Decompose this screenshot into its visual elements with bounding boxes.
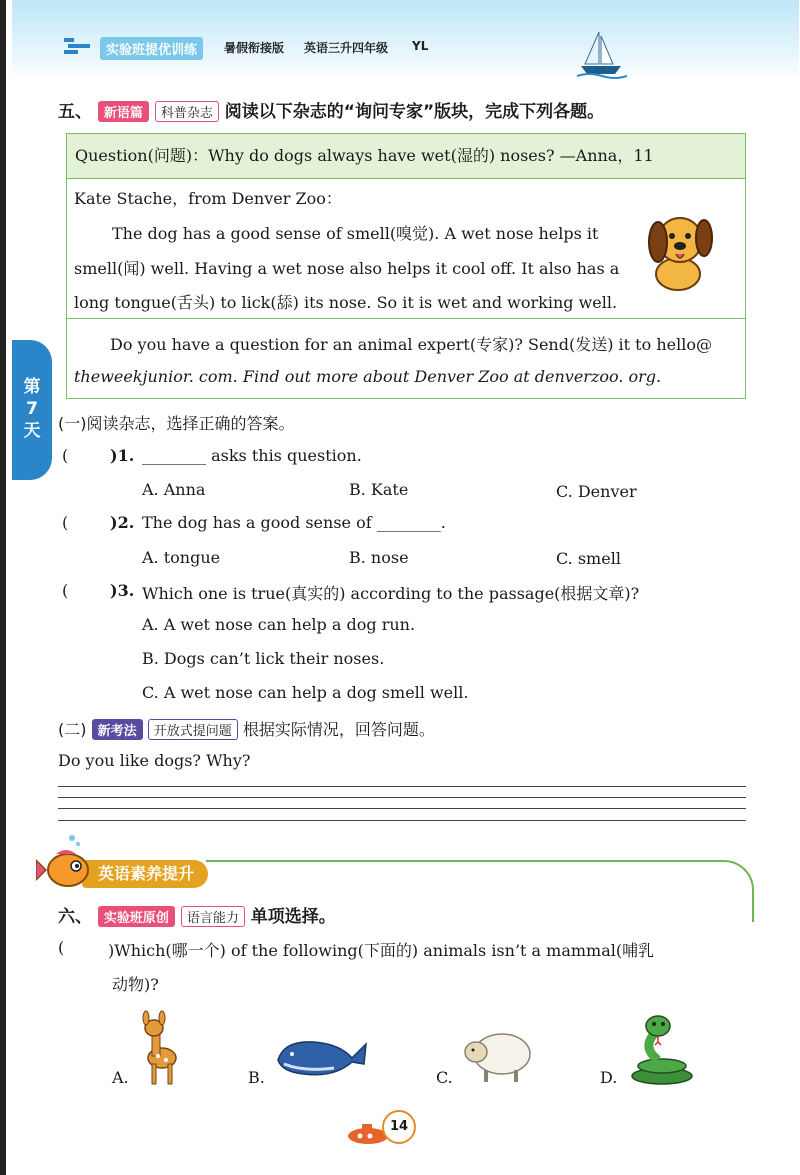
option-c[interactable]: C. Denver	[556, 482, 637, 501]
logo-icon	[64, 36, 94, 54]
answer-line[interactable]	[58, 808, 746, 809]
answer-paren[interactable]: (	[62, 581, 69, 600]
page-header	[12, 0, 799, 80]
part2-heading	[58, 717, 435, 740]
passage-line: smell(闻) well. Having a wet nose also helps it cool off. It also has a	[74, 259, 620, 278]
open-question: Do you like dogs? Why?	[58, 751, 251, 770]
passage-divider	[67, 318, 745, 319]
answer-line[interactable]	[58, 786, 746, 787]
option-a[interactable]: A. A wet nose can help a dog run.	[142, 615, 416, 634]
passage-question: Question(问题)：Why do dogs always have wet(湿的) noses? —Anna，11	[67, 134, 745, 179]
option-c[interactable]: C. A wet nose can help a dog smell well.	[142, 683, 469, 702]
tag-new-passage: 新语篇	[98, 101, 149, 122]
page-number: 14	[382, 1110, 416, 1144]
dog-icon	[642, 208, 714, 294]
passage-line: The dog has a good sense of smell(嗅觉). A wet nose helps it	[112, 224, 599, 243]
question-stem: ________ asks this question.	[142, 446, 362, 465]
option-a[interactable]: A. Anna	[142, 480, 206, 499]
answer-line[interactable]	[58, 820, 746, 821]
part2-prefix: (二)	[58, 720, 87, 739]
tag-science-magazine: 科普杂志	[155, 101, 219, 122]
option-c[interactable]: C.	[436, 1068, 453, 1087]
sailboat-icon	[577, 30, 627, 80]
part1-title: (一)阅读杂志，选择正确的答案。	[58, 414, 295, 433]
section-number: 五、	[58, 102, 92, 122]
day-tab-char: 第	[23, 377, 41, 397]
tag-open-question: 开放式提问题	[148, 719, 238, 740]
question-number: )1.	[110, 446, 135, 465]
option-b[interactable]: B. nose	[349, 548, 409, 567]
option-c[interactable]: C. smell	[556, 549, 621, 568]
section6-title: 单项选择。	[250, 907, 336, 927]
tag-new-method: 新考法	[92, 719, 143, 740]
whale-icon[interactable]	[274, 1034, 370, 1082]
series-badge: 实验班提优训练	[100, 37, 203, 60]
day-tab-char: 天	[23, 421, 41, 441]
deer-icon[interactable]	[138, 1008, 184, 1086]
passage-line: theweekjunior. com. Find out more about Denver Zoo at denverzoo. org.	[74, 367, 662, 386]
day-tab	[12, 340, 52, 480]
option-a[interactable]: A. tongue	[142, 548, 221, 567]
day-tab-char: 7	[26, 399, 38, 419]
tag-original: 实验班原创	[98, 906, 175, 927]
section5-title: 阅读以下杂志的“询问专家”版块，完成下列各题。	[224, 102, 605, 122]
question-number: )3.	[110, 581, 135, 600]
passage-line: long tongue(舌头) to lick(舔) its nose. So it is wet and working well.	[74, 293, 618, 312]
option-b[interactable]: B. Dogs can’t lick their noses.	[142, 649, 385, 668]
publisher-label: YL	[412, 39, 429, 53]
part2-title: 根据实际情况，回答问题。	[242, 720, 435, 739]
answer-line[interactable]	[58, 797, 746, 798]
passage-answerer: Kate Stache，from Denver Zoo：	[74, 189, 342, 208]
section-number: 六、	[58, 907, 92, 927]
option-b[interactable]: B. Kate	[349, 480, 409, 499]
option-d[interactable]: D.	[600, 1068, 618, 1087]
answer-paren[interactable]: (	[58, 938, 65, 957]
skills-banner: 英语素养提升	[82, 860, 208, 888]
option-b[interactable]: B.	[248, 1068, 265, 1087]
snake-icon[interactable]	[628, 1012, 696, 1086]
question-stem: 动物)?	[112, 975, 159, 994]
question-stem: Which one is true(真实的) according to the passage(根据文章)?	[142, 584, 640, 603]
section6-heading	[58, 902, 336, 927]
option-a[interactable]: A.	[112, 1068, 129, 1087]
question-stem: The dog has a good sense of ________.	[142, 513, 446, 532]
edition-label: 暑假衔接版	[224, 41, 285, 55]
section5-heading	[58, 97, 604, 122]
fish-mascot-icon	[36, 832, 92, 890]
grade-label: 英语三升四年级	[304, 41, 389, 55]
question-number: )2.	[110, 513, 135, 532]
answer-paren[interactable]: (	[62, 446, 69, 465]
answer-paren[interactable]: (	[62, 513, 69, 532]
tag-language-ability: 语言能力	[181, 906, 245, 927]
question-stem: )Which(哪一个) of the following(下面的) animals isn’t a mammal(哺乳	[108, 941, 655, 960]
passage-line: Do you have a question for an animal expert(专家)? Send(发送) it to hello@	[110, 335, 712, 354]
sheep-icon[interactable]	[462, 1026, 534, 1084]
